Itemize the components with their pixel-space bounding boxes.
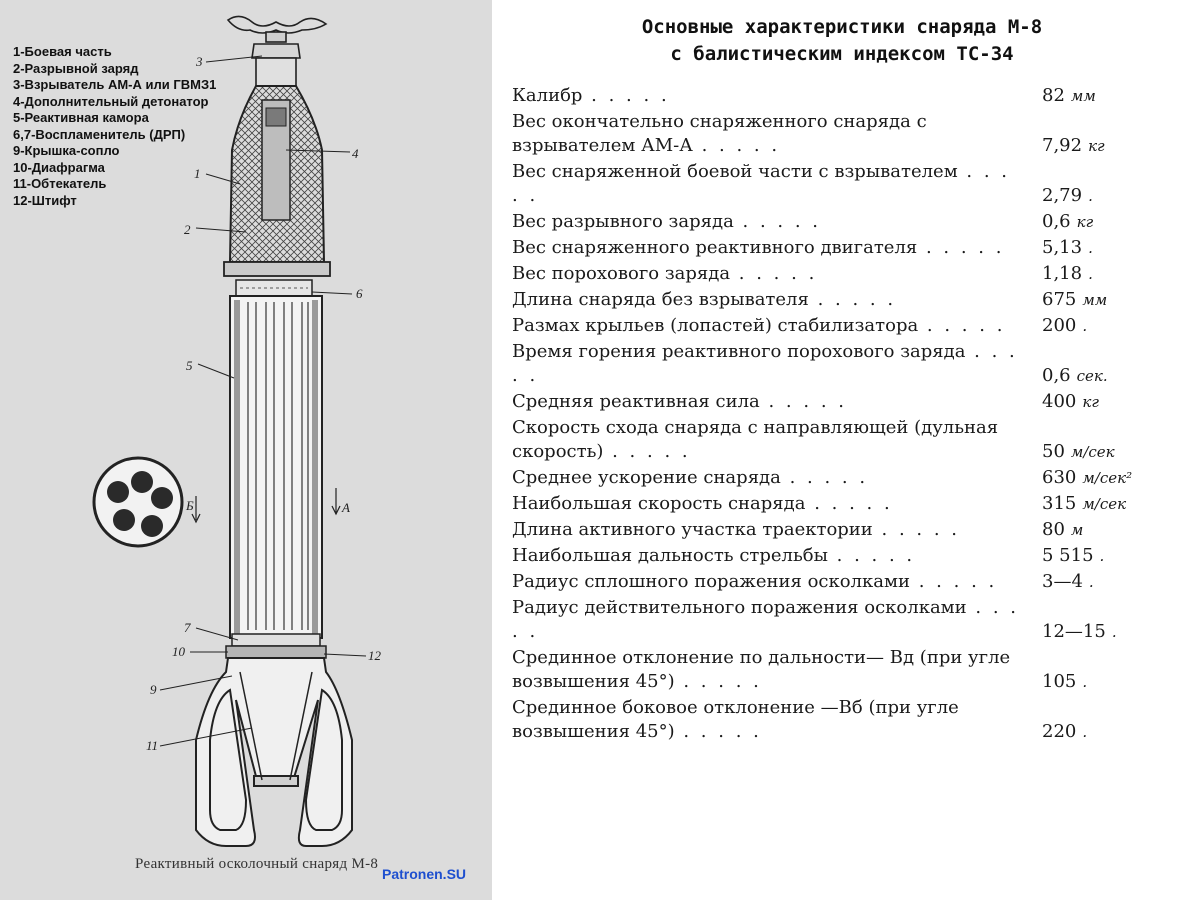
dot-leader: . . . . . bbox=[780, 467, 869, 488]
legend-item: 9-Крышка-сопло bbox=[13, 143, 120, 158]
dot-leader: . . . . . bbox=[512, 341, 1018, 386]
callout-3: 3 bbox=[196, 54, 203, 69]
fuze bbox=[228, 16, 326, 86]
dot-leader: . . . . . bbox=[759, 391, 847, 412]
legend-item: 6,7-Воспламенитель (ДРП) bbox=[13, 126, 186, 142]
parts-legend bbox=[13, 44, 216, 209]
spec-unit: мм bbox=[1070, 87, 1096, 105]
spec-row bbox=[512, 696, 1172, 744]
spec-label: Радиус сплошного поражения осколками . . . . . bbox=[512, 571, 998, 592]
spec-unit: кг bbox=[1076, 213, 1094, 231]
spec-value-cell bbox=[1042, 364, 1172, 388]
spec-table bbox=[512, 84, 1172, 746]
spec-label: Вес снаряженного реактивного двигателя . . . . . bbox=[512, 237, 1005, 258]
legend-item: 3-Взрыватель АМ-А или ГВМЗ1 bbox=[13, 77, 217, 92]
spec-label: Скорость схода снаряда с направляющей (дульная скорость) . . . . . bbox=[512, 417, 999, 462]
callout-12: 12 bbox=[368, 648, 381, 663]
spec-value: 50 bbox=[1042, 441, 1065, 462]
spec-unit: . bbox=[1082, 723, 1088, 741]
spec-unit: . bbox=[1099, 547, 1105, 565]
spec-label: Срединное отклонение по дальности— Вд (при угле возвышения 45°) . . . . . bbox=[512, 647, 1011, 692]
spec-value-cell bbox=[1042, 492, 1172, 516]
dot-leader: . . . . . bbox=[917, 237, 1005, 258]
spec-row bbox=[512, 646, 1172, 694]
spec-row bbox=[512, 262, 1172, 286]
spec-panel bbox=[492, 0, 1200, 900]
callout-7: 7 bbox=[184, 620, 191, 635]
spec-value: 80 bbox=[1042, 519, 1065, 540]
spec-value-cell bbox=[1042, 262, 1172, 286]
spec-row bbox=[512, 544, 1172, 568]
dot-leader: . . . . . bbox=[512, 597, 1020, 642]
site-watermark: Patronen.SU bbox=[382, 866, 467, 882]
spec-value: 0,6 bbox=[1042, 365, 1071, 386]
legend-item: 12-Штифт bbox=[13, 192, 77, 208]
spec-title-line-1: Основные характеристики снаряда М-8 bbox=[641, 16, 1043, 38]
dot-leader: . . . . . bbox=[827, 545, 916, 566]
dot-leader: . . . . . bbox=[808, 289, 897, 310]
spec-value-cell bbox=[1042, 288, 1172, 312]
spec-value: 5,13 bbox=[1042, 237, 1083, 258]
dot-leader: . . . . . bbox=[603, 441, 691, 462]
callout-9: 9 bbox=[150, 682, 157, 697]
dot-leader: . . . . . bbox=[733, 211, 822, 232]
callout-1: 1 bbox=[194, 166, 201, 181]
igniter-bottom bbox=[232, 634, 320, 646]
spec-value: 12—15 bbox=[1042, 621, 1106, 642]
spec-label: Вес разрывного заряда . . . . . bbox=[512, 211, 822, 232]
spec-value-cell bbox=[1042, 210, 1172, 234]
spec-label: Вес окончательно снаряженного снаряда с взрывателем АМ-А . . . . . bbox=[512, 111, 927, 156]
spec-value-cell bbox=[1042, 84, 1172, 108]
drawing-caption: Реактивный осколочный снаряд М-8 bbox=[135, 856, 379, 872]
diagram-panel bbox=[0, 0, 492, 900]
spec-label: Длина активного участка траектории . . . . . bbox=[512, 519, 961, 540]
spec-label: Среднее ускорение снаряда . . . . . bbox=[512, 467, 869, 488]
diaphragm bbox=[226, 646, 326, 658]
spec-value: 7,92 bbox=[1042, 135, 1083, 156]
spec-label: Калибр . . . . . bbox=[512, 85, 670, 106]
legend-item: 2-Разрывной заряд bbox=[13, 60, 139, 76]
spec-value: 200 bbox=[1042, 315, 1077, 336]
callout-5: 5 bbox=[186, 358, 193, 373]
spec-unit: кг bbox=[1088, 137, 1105, 155]
spec-value: 315 bbox=[1042, 493, 1077, 514]
spec-unit: м bbox=[1070, 521, 1084, 539]
legend-item: 11-Обтекатель bbox=[13, 176, 107, 191]
spec-row bbox=[512, 492, 1172, 516]
spec-unit: . bbox=[1088, 239, 1093, 257]
spec-label: Наибольшая скорость снаряда . . . . . bbox=[512, 493, 893, 514]
spec-row bbox=[512, 340, 1172, 388]
dot-leader: . . . . . bbox=[805, 493, 893, 514]
spec-value-cell bbox=[1042, 720, 1172, 744]
spec-unit: . bbox=[1111, 623, 1117, 641]
dot-leader: . . . . . bbox=[674, 721, 762, 742]
legend-item: 5-Реактивная камора bbox=[13, 110, 149, 125]
dot-leader: . . . . . bbox=[910, 571, 998, 592]
legend-item: 10-Диафрагма bbox=[13, 159, 105, 175]
spec-row bbox=[512, 314, 1172, 338]
spec-value-cell bbox=[1042, 390, 1172, 414]
spec-label: Наибольшая дальность стрельбы . . . . . bbox=[512, 545, 916, 566]
dot-leader: . . . . . bbox=[692, 135, 781, 156]
spec-unit: мм bbox=[1082, 291, 1108, 309]
callout-2: 2 bbox=[184, 222, 191, 237]
spec-value: 220 bbox=[1042, 721, 1077, 742]
spec-value-cell bbox=[1042, 184, 1172, 208]
spec-row bbox=[512, 416, 1172, 464]
spec-label: Длина снаряда без взрывателя . . . . . bbox=[512, 289, 897, 310]
section-mark-b: Б bbox=[186, 498, 194, 513]
spec-label: Срединное боковое отклонение —Вб (при угле возвышения 45°) . . . . . bbox=[512, 697, 959, 742]
spec-label: Радиус действительного поражения осколками . . . . . bbox=[512, 597, 1020, 642]
spec-value: 5 515 bbox=[1042, 545, 1094, 566]
dot-leader: . . . . . bbox=[674, 671, 762, 692]
spec-value-cell bbox=[1042, 670, 1172, 694]
spec-unit: . bbox=[1082, 673, 1088, 691]
spec-row bbox=[512, 210, 1172, 234]
dot-leader: . . . . . bbox=[582, 85, 670, 106]
spec-title bbox=[592, 14, 1092, 68]
spec-unit: . bbox=[1082, 317, 1088, 335]
spec-label: Вес порохового заряда . . . . . bbox=[512, 263, 818, 284]
callout-10: 10 bbox=[172, 644, 185, 659]
spec-value: 0,6 bbox=[1042, 211, 1071, 232]
legend-item: 1-Боевая часть bbox=[13, 44, 112, 59]
spec-row bbox=[512, 596, 1172, 644]
tail-stabilizer bbox=[196, 658, 352, 846]
spec-row bbox=[512, 390, 1172, 414]
spec-unit: кг bbox=[1082, 393, 1099, 411]
dot-leader: . . . . . bbox=[918, 315, 1006, 336]
callout-6: 6 bbox=[356, 286, 363, 301]
spec-unit: м/сек² bbox=[1082, 469, 1133, 487]
dot-leader: . . . . . bbox=[872, 519, 961, 540]
spec-title-line-2: с балистическим индексом ТС-34 bbox=[670, 43, 1014, 65]
spec-label: Вес снаряженной боевой части с взрывателем . . . . . bbox=[512, 161, 1011, 206]
spec-value: 3—4 bbox=[1042, 571, 1083, 592]
spec-value-cell bbox=[1042, 570, 1172, 594]
callout-4: 4 bbox=[352, 146, 359, 161]
spec-value: 2,79 bbox=[1042, 185, 1083, 206]
spec-unit: м/сек bbox=[1082, 495, 1127, 513]
rocket-motor bbox=[230, 296, 322, 638]
legend-item: 4-Дополнительный детонатор bbox=[13, 93, 209, 109]
spec-label: Размах крыльев (лопастей) стабилизатора . . . . . bbox=[512, 315, 1006, 336]
spec-value-cell bbox=[1042, 620, 1172, 644]
dot-leader: . . . . . bbox=[730, 263, 818, 284]
spec-row bbox=[512, 570, 1172, 594]
spec-value: 630 bbox=[1042, 467, 1077, 488]
spec-value-cell bbox=[1042, 466, 1172, 490]
spec-value: 400 bbox=[1042, 391, 1077, 412]
spec-value-cell bbox=[1042, 236, 1172, 260]
spec-label: Время горения реактивного порохового заряда . . . . . bbox=[512, 341, 1018, 386]
spec-value-cell bbox=[1042, 314, 1172, 338]
spec-value-cell bbox=[1042, 518, 1172, 542]
spec-unit: . bbox=[1088, 265, 1093, 283]
spec-unit: м/сек bbox=[1070, 443, 1115, 461]
spec-row bbox=[512, 84, 1172, 108]
spec-value: 82 bbox=[1042, 85, 1065, 106]
dot-leader: . . . . . bbox=[512, 161, 1011, 206]
spec-value: 675 bbox=[1042, 289, 1077, 310]
spec-row bbox=[512, 518, 1172, 542]
spec-row bbox=[512, 466, 1172, 490]
spec-value: 105 bbox=[1042, 671, 1077, 692]
spec-row bbox=[512, 110, 1172, 158]
spec-value-cell bbox=[1042, 544, 1172, 568]
spec-row bbox=[512, 160, 1172, 208]
section-mark-a: А bbox=[342, 500, 350, 515]
spec-value-cell bbox=[1042, 440, 1172, 464]
spec-row bbox=[512, 288, 1172, 312]
spec-unit: . bbox=[1088, 187, 1093, 205]
callout-11: 11 bbox=[146, 738, 159, 753]
spec-row bbox=[512, 236, 1172, 260]
spec-value-cell bbox=[1042, 134, 1172, 158]
spec-value: 1,18 bbox=[1042, 263, 1083, 284]
spec-unit: . bbox=[1088, 573, 1094, 591]
spec-unit: сек. bbox=[1076, 367, 1108, 385]
spec-label: Средняя реактивная сила . . . . . bbox=[512, 391, 847, 412]
